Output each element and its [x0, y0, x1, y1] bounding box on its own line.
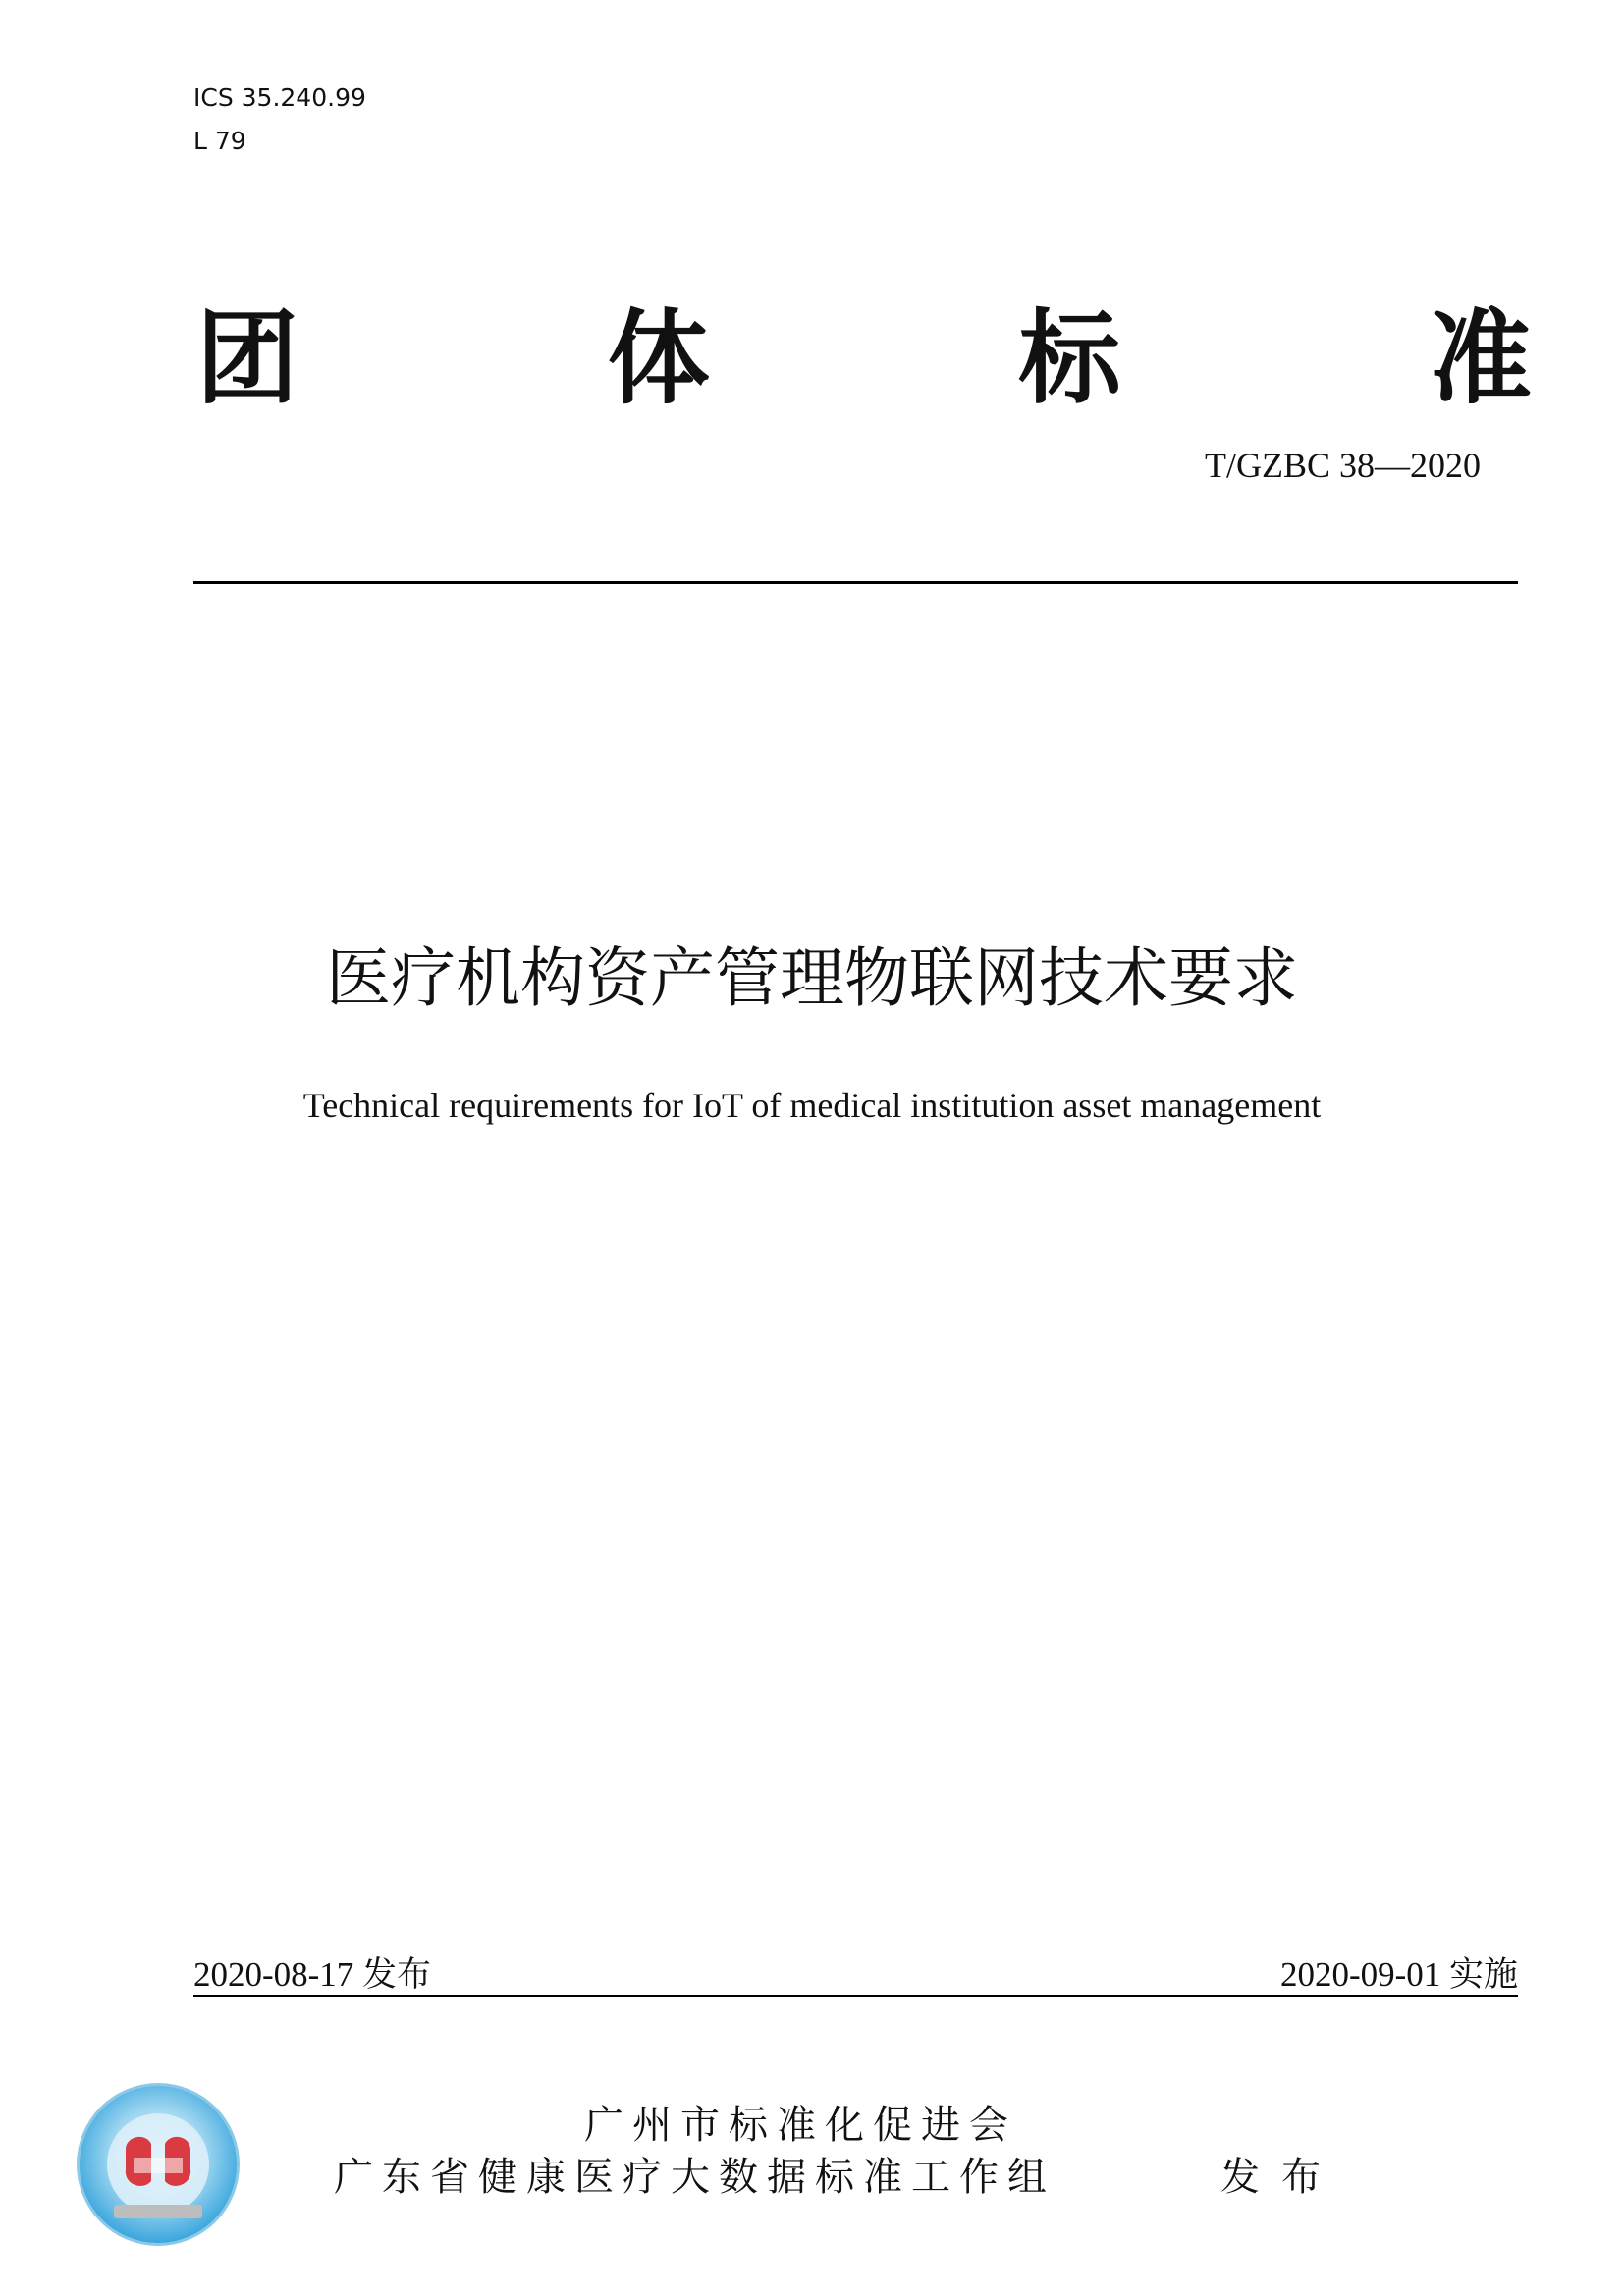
document-title-english: Technical requirements for IoT of medical institution asset management: [302, 1086, 1322, 1125]
standard-number: T/GZBC 38—2020: [1204, 446, 1481, 485]
seal-logo-band: [134, 2158, 183, 2173]
document-category-title: [196, 294, 1532, 422]
publish-date: 2020-08-17 发布: [193, 1955, 432, 1994]
anti-counterfeit-seal-icon: [75, 2079, 242, 2251]
bottom-divider: [193, 1995, 1518, 1997]
category-char-2: 体: [607, 298, 710, 418]
implementation-date: 2020-09-01 实施: [1279, 1955, 1518, 1994]
document-title-chinese: 医疗机构资产管理物联网技术要求: [326, 940, 1298, 1016]
classification-code: L 79: [193, 127, 246, 155]
issuer-org-1: 广州市标准化促进会: [584, 2103, 1017, 2148]
category-char-4: 准: [1429, 298, 1532, 418]
category-char-1: 团: [196, 298, 299, 418]
issuer-org-2: 广东省健康医疗大数据标准工作组: [334, 2155, 1056, 2200]
ics-code: ICS 35.240.99: [193, 83, 366, 112]
issue-label: 发布: [1220, 2155, 1342, 2200]
seal-scratch-strip: [114, 2205, 202, 2218]
top-divider: [193, 581, 1518, 584]
category-char-3: 标: [1018, 298, 1121, 418]
